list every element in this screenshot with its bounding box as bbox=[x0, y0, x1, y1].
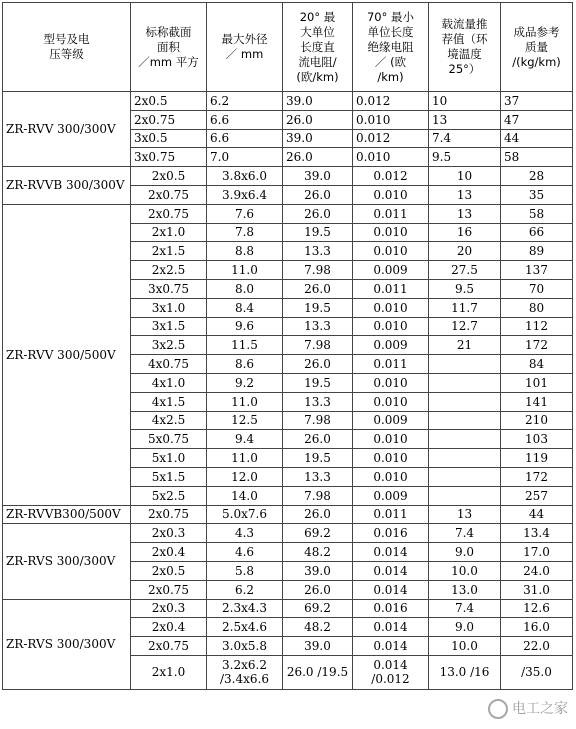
table-cell: 2x0.75 bbox=[131, 580, 207, 599]
table-cell bbox=[429, 449, 501, 468]
table-cell: 7.6 bbox=[207, 204, 283, 223]
table-cell: 11.0 bbox=[207, 449, 283, 468]
table-cell: 2x0.75 bbox=[131, 505, 207, 524]
table-cell: 0.010 bbox=[353, 242, 429, 261]
table-cell: 119 bbox=[501, 449, 573, 468]
table-cell: 4x1.0 bbox=[131, 373, 207, 392]
table-cell: 11.7 bbox=[429, 298, 501, 317]
table-cell: 13.3 bbox=[283, 392, 353, 411]
table-cell: 137 bbox=[501, 261, 573, 280]
table-cell: 19.5 bbox=[283, 373, 353, 392]
table-cell: 13.3 bbox=[283, 467, 353, 486]
table-cell: 0.010 bbox=[353, 449, 429, 468]
table-cell: 0.010 bbox=[353, 430, 429, 449]
table-cell bbox=[429, 430, 501, 449]
table-cell: 5x1.5 bbox=[131, 467, 207, 486]
table-body bbox=[3, 92, 573, 690]
table-cell: 26.0 bbox=[283, 204, 353, 223]
header-text: ／mm 平方 bbox=[138, 54, 199, 69]
table-cell: 2x0.75 bbox=[131, 637, 207, 656]
table-cell: 7.4 bbox=[429, 599, 501, 618]
table-cell bbox=[429, 392, 501, 411]
table-cell: 19.5 bbox=[283, 449, 353, 468]
table-cell: 9.0 bbox=[429, 618, 501, 637]
table-row bbox=[3, 92, 573, 111]
table-cell: 210 bbox=[501, 411, 573, 430]
table-cell: 3.2x6.2 /3.4x6.6 bbox=[207, 655, 283, 689]
table-cell: 0.010 bbox=[353, 373, 429, 392]
table-cell: 37 bbox=[501, 92, 573, 111]
table-cell: 0.014 bbox=[353, 580, 429, 599]
table-cell: 103 bbox=[501, 430, 573, 449]
table-cell: 7.98 bbox=[283, 411, 353, 430]
table-cell: 39.0 bbox=[283, 129, 353, 148]
table-cell: 12.6 bbox=[501, 599, 573, 618]
header-text: /km) bbox=[377, 69, 404, 84]
table-cell: 7.98 bbox=[283, 261, 353, 280]
table-cell: 13 bbox=[429, 185, 501, 204]
table-cell: 0.014 bbox=[353, 543, 429, 562]
table-cell: 7.98 bbox=[283, 336, 353, 355]
table-cell: 6.6 bbox=[207, 110, 283, 129]
table-cell: 2.5x4.6 bbox=[207, 618, 283, 637]
table-cell: 69.2 bbox=[283, 599, 353, 618]
table-cell bbox=[429, 411, 501, 430]
table-cell: 172 bbox=[501, 336, 573, 355]
table-cell: 35 bbox=[501, 185, 573, 204]
header-text: 70° 最小 bbox=[366, 9, 415, 24]
table-cell: 3x0.75 bbox=[131, 279, 207, 298]
table-cell: 3.0x5.8 bbox=[207, 637, 283, 656]
table-cell: 22.0 bbox=[501, 637, 573, 656]
table-cell: 48.2 bbox=[283, 618, 353, 637]
table-cell: 13 bbox=[429, 505, 501, 524]
table-cell: 9.2 bbox=[207, 373, 283, 392]
table-cell bbox=[429, 467, 501, 486]
table-cell: 2x0.75 bbox=[131, 185, 207, 204]
table-cell: 26.0 bbox=[283, 355, 353, 374]
table-cell: 5.0x7.6 bbox=[207, 505, 283, 524]
header-text: ／ (欧 bbox=[374, 54, 407, 69]
table-cell: 4.3 bbox=[207, 524, 283, 543]
model-cell: ZR-RVV 300/300V bbox=[3, 92, 131, 167]
table-cell: 80 bbox=[501, 298, 573, 317]
table-cell: 47 bbox=[501, 110, 573, 129]
table-cell: 0.010 bbox=[353, 148, 429, 167]
table-cell: 28 bbox=[501, 167, 573, 186]
table-cell: 141 bbox=[501, 392, 573, 411]
table-cell: 5x1.0 bbox=[131, 449, 207, 468]
table-cell: 27.5 bbox=[429, 261, 501, 280]
table-cell: 0.010 bbox=[353, 392, 429, 411]
header-text: 载流量推 bbox=[441, 17, 488, 31]
table-cell: 26.0 bbox=[283, 580, 353, 599]
table-cell: 9.4 bbox=[207, 430, 283, 449]
table-cell: 3.8x6.0 bbox=[207, 167, 283, 186]
table-cell: 44 bbox=[501, 129, 573, 148]
header-text: 绝缘电阻 bbox=[367, 39, 414, 54]
table-cell: 9.5 bbox=[429, 148, 501, 167]
table-cell: 7.4 bbox=[429, 524, 501, 543]
table-cell: 13 bbox=[429, 110, 501, 129]
table-cell: 0.011 bbox=[353, 505, 429, 524]
table-cell: 17.0 bbox=[501, 543, 573, 562]
table-cell: 0.011 bbox=[353, 204, 429, 223]
table-row bbox=[3, 204, 573, 223]
table-cell: 112 bbox=[501, 317, 573, 336]
header-text: 境温度 bbox=[447, 47, 482, 61]
header-text: 大单位 bbox=[300, 24, 335, 39]
table-cell: 44 bbox=[501, 505, 573, 524]
column-header bbox=[3, 3, 131, 92]
table-cell: 0.009 bbox=[353, 336, 429, 355]
table-cell: 0.010 bbox=[353, 110, 429, 129]
table-cell: 9.0 bbox=[429, 543, 501, 562]
header-text: 最大外径 bbox=[221, 32, 268, 46]
table-cell: 10 bbox=[429, 167, 501, 186]
table-cell: 0.014 bbox=[353, 561, 429, 580]
table-cell: 5x0.75 bbox=[131, 430, 207, 449]
table-cell: 2x0.5 bbox=[131, 561, 207, 580]
table-cell: 2x0.3 bbox=[131, 599, 207, 618]
header-text: 成品参考 bbox=[513, 24, 560, 39]
table-cell: 0.016 bbox=[353, 599, 429, 618]
table-cell: 14.0 bbox=[207, 486, 283, 505]
table-cell: 0.012 bbox=[353, 92, 429, 111]
table-cell bbox=[429, 355, 501, 374]
table-cell: 257 bbox=[501, 486, 573, 505]
table-cell: 0.016 bbox=[353, 524, 429, 543]
table-cell: 84 bbox=[501, 355, 573, 374]
table-row bbox=[3, 524, 573, 543]
table-cell: 11.0 bbox=[207, 392, 283, 411]
table-cell: 0.010 bbox=[353, 185, 429, 204]
table-row bbox=[3, 505, 573, 524]
table-cell: 10.0 bbox=[429, 561, 501, 580]
table-cell: 5x2.5 bbox=[131, 486, 207, 505]
header-text: ／ mm bbox=[225, 47, 264, 61]
table-cell: 16.0 bbox=[501, 618, 573, 637]
table-cell bbox=[429, 373, 501, 392]
header-text: 25°） bbox=[448, 62, 481, 76]
table-cell: 0.010 bbox=[353, 223, 429, 242]
table-cell: 0.012 bbox=[353, 129, 429, 148]
table-cell: 172 bbox=[501, 467, 573, 486]
table-cell: 4x1.5 bbox=[131, 392, 207, 411]
model-cell: ZR-RVVB 300/300V bbox=[3, 167, 131, 205]
table-cell: 0.010 bbox=[353, 298, 429, 317]
table-cell: 58 bbox=[501, 148, 573, 167]
header-text: 20° 最 bbox=[299, 9, 336, 24]
table-cell: 2x0.4 bbox=[131, 618, 207, 637]
table-cell: 5.8 bbox=[207, 561, 283, 580]
table-cell: 13.4 bbox=[501, 524, 573, 543]
table-cell: 7.98 bbox=[283, 486, 353, 505]
table-cell: 7.0 bbox=[207, 148, 283, 167]
header-text: 单位长度 bbox=[367, 24, 414, 39]
table-cell: 0.011 bbox=[353, 355, 429, 374]
table-cell: 20 bbox=[429, 242, 501, 261]
watermark-text: 电工之家 bbox=[512, 701, 568, 717]
table-cell: 16 bbox=[429, 223, 501, 242]
table-cell: 26.0 bbox=[283, 148, 353, 167]
table-cell: 66 bbox=[501, 223, 573, 242]
model-cell: ZR-RVVB300/500V bbox=[3, 505, 131, 524]
table-cell: 2x0.75 bbox=[131, 110, 207, 129]
table-cell: 26.0 bbox=[283, 185, 353, 204]
header-text: 质量 bbox=[525, 39, 548, 54]
table-cell: 7.4 bbox=[429, 129, 501, 148]
table-cell: 13.0 bbox=[429, 580, 501, 599]
table-cell: 0.011 bbox=[353, 279, 429, 298]
table-cell: 3x0.5 bbox=[131, 129, 207, 148]
table-cell: 2.3x4.3 bbox=[207, 599, 283, 618]
model-cell: ZR-RVV 300/500V bbox=[3, 204, 131, 505]
header-text: 流电阻/ bbox=[298, 54, 337, 69]
table-cell: 10.0 bbox=[429, 637, 501, 656]
table-cell: 12.7 bbox=[429, 317, 501, 336]
table-cell: 4x2.5 bbox=[131, 411, 207, 430]
table-cell: 13.3 bbox=[283, 317, 353, 336]
table-cell: 6.2 bbox=[207, 580, 283, 599]
table-cell: 3.9x6.4 bbox=[207, 185, 283, 204]
table-row bbox=[3, 167, 573, 186]
table-cell: 2x1.0 bbox=[131, 655, 207, 689]
cable-spec-table bbox=[2, 2, 573, 690]
table-cell: 0.009 bbox=[353, 411, 429, 430]
model-cell: ZR-RVS 300/300V bbox=[3, 599, 131, 689]
table-cell bbox=[429, 486, 501, 505]
table-cell: 2x0.5 bbox=[131, 167, 207, 186]
table-cell: 8.0 bbox=[207, 279, 283, 298]
table-cell: 24.0 bbox=[501, 561, 573, 580]
table-cell: 11.5 bbox=[207, 336, 283, 355]
table-cell: 39.0 bbox=[283, 167, 353, 186]
table-cell: 10 bbox=[429, 92, 501, 111]
table-cell: 58 bbox=[501, 204, 573, 223]
table-cell: /35.0 bbox=[501, 655, 573, 689]
header-text: /(kg/km) bbox=[512, 54, 561, 69]
table-cell: 4x0.75 bbox=[131, 355, 207, 374]
table-cell: 70 bbox=[501, 279, 573, 298]
column-header bbox=[283, 3, 353, 92]
table-cell: 0.009 bbox=[353, 261, 429, 280]
table-cell: 12.5 bbox=[207, 411, 283, 430]
table-cell: 9.6 bbox=[207, 317, 283, 336]
table-cell: 2x1.0 bbox=[131, 223, 207, 242]
column-header bbox=[429, 3, 501, 92]
table-cell: 2x0.75 bbox=[131, 204, 207, 223]
watermark bbox=[488, 698, 568, 719]
table-cell: 21 bbox=[429, 336, 501, 355]
table-cell: 26.0 bbox=[283, 505, 353, 524]
table-cell: 89 bbox=[501, 242, 573, 261]
table-cell: 9.5 bbox=[429, 279, 501, 298]
table-cell: 7.8 bbox=[207, 223, 283, 242]
table-cell: 2x0.3 bbox=[131, 524, 207, 543]
table-cell: 39.0 bbox=[283, 561, 353, 580]
table-cell: 6.2 bbox=[207, 92, 283, 111]
header-text: 标称截面 bbox=[145, 24, 192, 39]
table-cell: 0.014 bbox=[353, 618, 429, 637]
table-cell: 0.014 bbox=[353, 637, 429, 656]
table-cell: 26.0 /19.5 bbox=[283, 655, 353, 689]
table-cell: 39.0 bbox=[283, 637, 353, 656]
table-cell: 6.6 bbox=[207, 129, 283, 148]
table-cell: 3x0.75 bbox=[131, 148, 207, 167]
table-cell: 2x2.5 bbox=[131, 261, 207, 280]
table-cell: 13.3 bbox=[283, 242, 353, 261]
header-text: 长度直 bbox=[300, 39, 335, 54]
table-cell: 3x1.5 bbox=[131, 317, 207, 336]
header-text: (欧/km) bbox=[296, 69, 339, 84]
wechat-icon bbox=[488, 699, 508, 719]
table-cell: 8.8 bbox=[207, 242, 283, 261]
table-cell: 2x1.5 bbox=[131, 242, 207, 261]
header-text: 荐值（环 bbox=[441, 32, 488, 46]
column-header bbox=[501, 3, 573, 92]
table-cell: 26.0 bbox=[283, 430, 353, 449]
column-header bbox=[207, 3, 283, 92]
table-cell: 0.010 bbox=[353, 467, 429, 486]
table-cell: 26.0 bbox=[283, 279, 353, 298]
table-cell: 0.012 bbox=[353, 167, 429, 186]
table-cell: 13 bbox=[429, 204, 501, 223]
table-cell: 4.6 bbox=[207, 543, 283, 562]
table-cell: 48.2 bbox=[283, 543, 353, 562]
table-cell: 13.0 /16 bbox=[429, 655, 501, 689]
table-cell: 31.0 bbox=[501, 580, 573, 599]
table-cell: 39.0 bbox=[283, 92, 353, 111]
table-cell: 8.4 bbox=[207, 298, 283, 317]
table-cell: 3x1.0 bbox=[131, 298, 207, 317]
table-cell: 19.5 bbox=[283, 298, 353, 317]
table-cell: 2x0.4 bbox=[131, 543, 207, 562]
header-text: 面积 bbox=[157, 39, 180, 54]
table-cell: 0.010 bbox=[353, 317, 429, 336]
header-text: 型号及电 bbox=[43, 32, 90, 46]
header-text: 压等级 bbox=[49, 47, 84, 61]
table-cell: 0.009 bbox=[353, 486, 429, 505]
column-header bbox=[131, 3, 207, 92]
table-cell: 3x2.5 bbox=[131, 336, 207, 355]
table-cell: 101 bbox=[501, 373, 573, 392]
table-cell: 26.0 bbox=[283, 110, 353, 129]
table-row bbox=[3, 599, 573, 618]
table-cell: 12.0 bbox=[207, 467, 283, 486]
table-cell: 69.2 bbox=[283, 524, 353, 543]
column-header bbox=[353, 3, 429, 92]
table-cell: 11.0 bbox=[207, 261, 283, 280]
model-cell: ZR-RVS 300/300V bbox=[3, 524, 131, 599]
table-cell: 2x0.5 bbox=[131, 92, 207, 111]
table-cell: 0.014 /0.012 bbox=[353, 655, 429, 689]
table-cell: 8.6 bbox=[207, 355, 283, 374]
table-header bbox=[3, 3, 573, 92]
table-cell: 19.5 bbox=[283, 223, 353, 242]
